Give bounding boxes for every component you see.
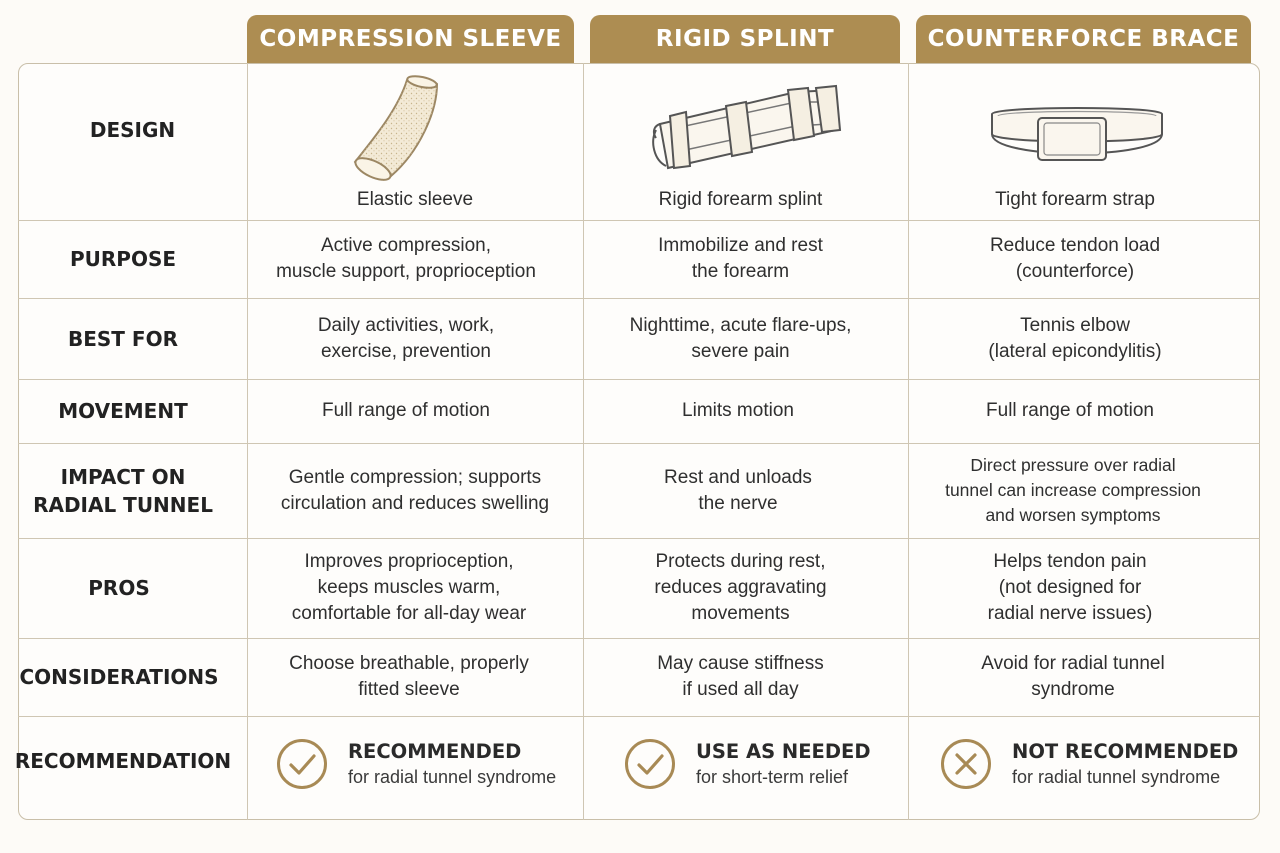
row-label-impact: IMPACT ON RADIAL TUNNEL bbox=[33, 464, 213, 517]
pros-strap: Helps tendon pain (not designed for radial nerve issues) bbox=[987, 551, 1153, 624]
recommendation-splint bbox=[624, 738, 871, 790]
impact-splint: Rest and unloads the nerve bbox=[664, 466, 812, 514]
splint-icon bbox=[646, 80, 844, 172]
recommendation-strap bbox=[940, 738, 1238, 790]
row-label-considerations: CONSIDERATIONS bbox=[19, 665, 219, 689]
movement-sleeve: Full range of motion bbox=[322, 400, 490, 421]
check-circle-icon bbox=[276, 738, 328, 790]
row-label-movement: MOVEMENT bbox=[58, 399, 188, 423]
recommendation-title: NOT RECOMMENDED bbox=[1012, 740, 1239, 763]
pros-splint: Protects during rest, reduces aggravating movements bbox=[654, 551, 827, 624]
row-label-recommendation: RECOMMENDATION bbox=[14, 748, 232, 773]
column-header-compression-sleeve: COMPRESSION SLEEVE bbox=[247, 15, 574, 63]
considerations-strap: Avoid for radial tunnel syndrome bbox=[981, 653, 1165, 700]
best-for-splint: Nighttime, acute flare-ups, severe pain bbox=[629, 314, 852, 362]
purpose-strap: Reduce tendon load (counterforce) bbox=[989, 235, 1161, 282]
check-circle-icon bbox=[624, 738, 676, 790]
recommendation-subtitle: for radial tunnel syndrome bbox=[1012, 767, 1221, 787]
sleeve-icon bbox=[345, 72, 445, 184]
column-header-counterforce-brace: COUNTERFORCE BRACE bbox=[916, 15, 1251, 63]
considerations-splint: May cause stiffness if used all day bbox=[657, 653, 824, 700]
best-for-sleeve: Daily activities, work, exercise, prevention bbox=[317, 314, 495, 362]
movement-strap: Full range of motion bbox=[986, 400, 1154, 421]
column-header-rigid-splint: RIGID SPLINT bbox=[590, 15, 900, 63]
impact-sleeve: Gentle compression; supports circulation and reduces swelling bbox=[280, 466, 550, 514]
recommendation-sleeve bbox=[276, 738, 556, 790]
recommendation-title: RECOMMENDED bbox=[348, 740, 522, 763]
best-for-strap: Tennis elbow (lateral epicondylitis) bbox=[988, 314, 1162, 362]
purpose-sleeve: Active compression, muscle support, proprioception bbox=[276, 235, 536, 282]
movement-splint: Limits motion bbox=[682, 400, 794, 421]
row-label-best-for: BEST FOR bbox=[68, 326, 178, 351]
strap-icon bbox=[988, 100, 1166, 168]
impact-strap: Direct pressure over radial tunnel can increase compression and worsen symptoms bbox=[945, 455, 1201, 525]
design-caption-strap: Tight forearm strap bbox=[995, 189, 1155, 210]
design-caption-sleeve: Elastic sleeve bbox=[356, 189, 474, 210]
x-circle-icon bbox=[940, 738, 992, 790]
recommendation-title: USE AS NEEDED bbox=[696, 740, 871, 763]
pros-sleeve: Improves proprioception, keeps muscles warm, comfortable for all-day wear bbox=[291, 551, 527, 624]
row-label-design: DESIGN bbox=[89, 118, 176, 142]
design-caption-splint: Rigid forearm splint bbox=[658, 189, 823, 210]
row-label-pros: PROS bbox=[88, 576, 150, 600]
row-label-purpose: PURPOSE bbox=[69, 247, 177, 271]
recommendation-subtitle: for short-term relief bbox=[696, 767, 849, 787]
considerations-sleeve: Choose breathable, properly fitted sleeve bbox=[289, 653, 529, 700]
purpose-splint: Immobilize and rest the forearm bbox=[658, 235, 823, 282]
recommendation-subtitle: for radial tunnel syndrome bbox=[348, 767, 557, 787]
